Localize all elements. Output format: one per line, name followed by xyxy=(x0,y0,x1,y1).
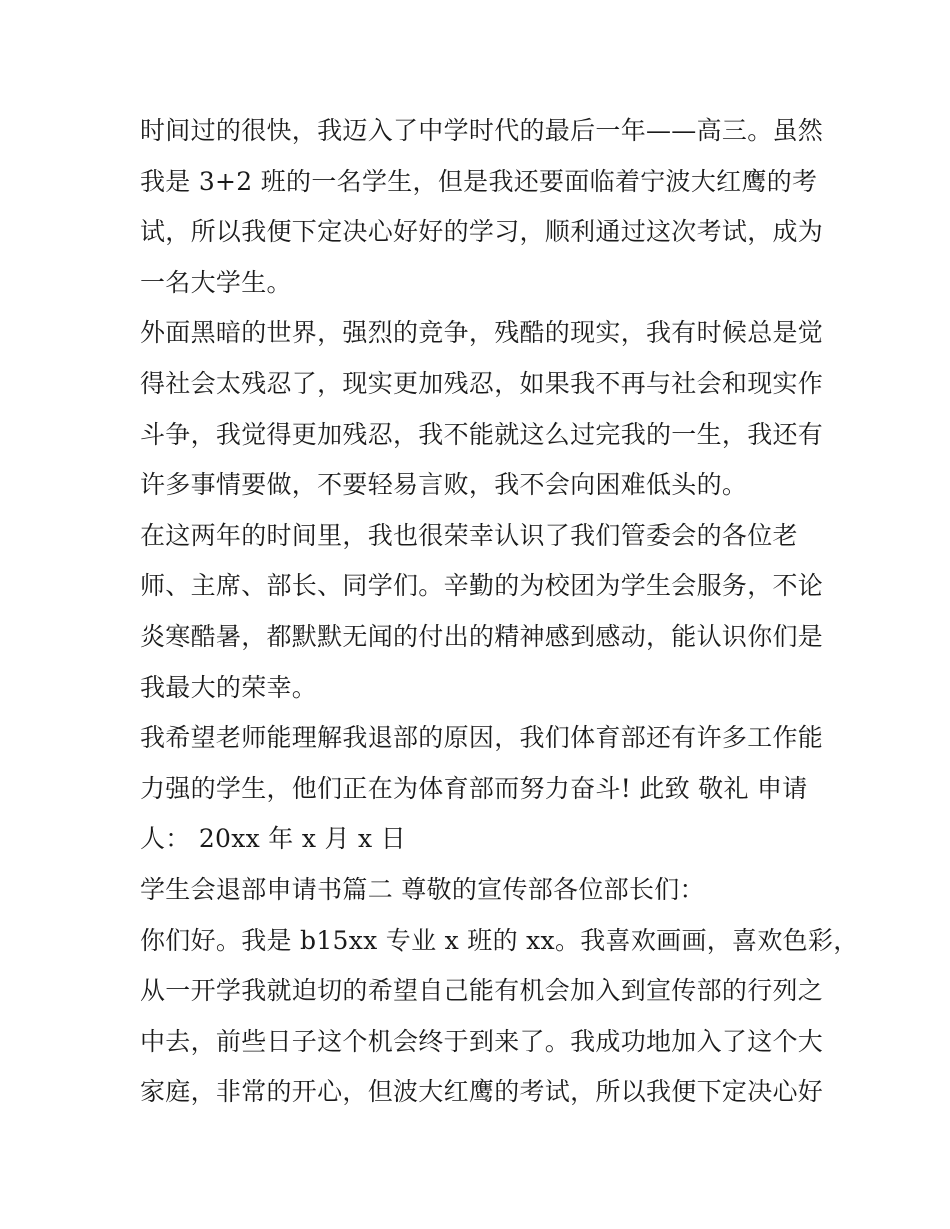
text-line: 力强的学生，他们正在为体育部而努力奋斗! 此致 敬礼 申请 xyxy=(140,773,808,803)
text-line: 我是 3+2 班的一名学生，但是我还要面临着宁波大红鹰的考 xyxy=(140,166,818,196)
text-line: 一名大学生。 xyxy=(140,267,292,297)
text-line: 师、主席、部长、同学们。辛勤的为校团为学生会服务，不论 xyxy=(140,571,824,601)
text-line: 中去，前些日子这个机会终于到来了。我成功地加入了这个大 xyxy=(140,1026,824,1056)
text-line: 你们好。我是 b15xx 专业 x 班的 xx。我喜欢画画，喜欢色彩， xyxy=(140,925,859,955)
text-line: 试，所以我便下定决心好好的学习，顺利通过这次考试，成为 xyxy=(140,217,824,247)
text-line: 许多事情要做，不要轻易言败，我不会向困难低头的。 xyxy=(140,470,748,500)
text-line: 在这两年的时间里，我也很荣幸认识了我们管委会的各位老 xyxy=(140,520,798,550)
section-heading-line: 学生会退部申请书篇二 尊敬的宣传部各位部长们： xyxy=(140,874,705,904)
text-line: 人： 20xx 年 x 月 x 日 xyxy=(140,824,406,854)
text-line: 我希望老师能理解我退部的原因，我们体育部还有许多工作能 xyxy=(140,723,824,753)
text-line: 炎寒酷暑，都默默无闻的付出的精神感到感动，能认识你们是 xyxy=(140,621,824,651)
document-body xyxy=(140,106,859,1118)
text-line: 外面黑暗的世界，强烈的竞争，残酷的现实，我有时候总是觉 xyxy=(140,318,824,348)
text-line: 斗争，我觉得更加残忍，我不能就这么过完我的一生，我还有 xyxy=(140,419,824,449)
text-line: 时间过的很快，我迈入了中学时代的最后一年——高三。虽然 xyxy=(140,116,824,145)
text-line: 得社会太残忍了，现实更加残忍，如果我不再与社会和现实作 xyxy=(140,368,824,398)
text-line: 家庭，非常的开心，但波大红鹰的考试，所以我便下定决心好 xyxy=(140,1077,824,1107)
text-line: 从一开学我就迫切的希望自己能有机会加入到宣传部的行列之 xyxy=(140,976,824,1006)
text-line: 我最大的荣幸。 xyxy=(140,672,318,702)
